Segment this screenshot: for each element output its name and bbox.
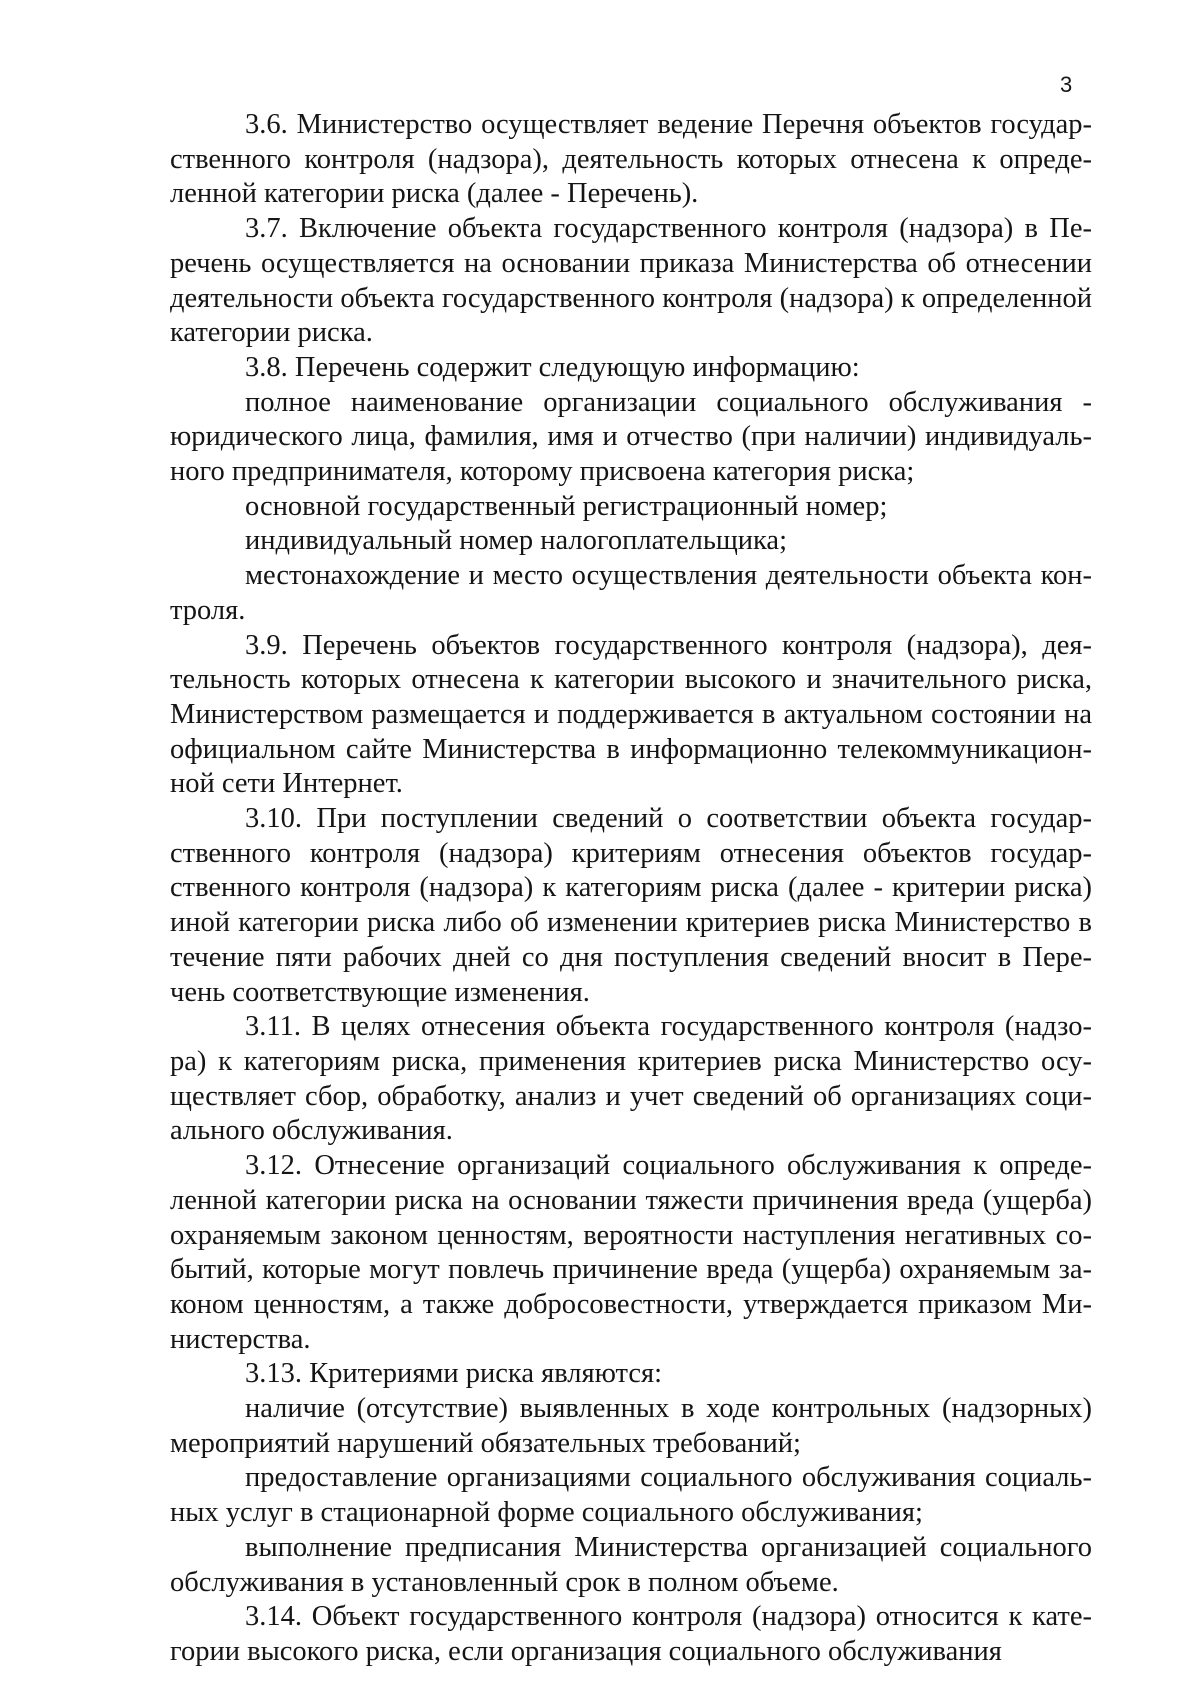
criterion-order-execution: выполнение предписания Министерства организацией социального обслуживания в установленный срок в полном объеме. xyxy=(170,1531,1092,1598)
paragraph-3-6: 3.6. Министерство осуществляет ведение Перечня объектов государственного контроля (надзора), деятельность которых отнесена к определенной категории риска (далее - Перечень). xyxy=(170,109,1092,210)
criterion-violations: наличие (отсутствие) выявленных в ходе контрольных (надзорных) мероприятий нарушений обязательных требований; xyxy=(170,1393,1092,1459)
paragraph-3-13: 3.13. Критериями риска являются: xyxy=(245,1358,663,1390)
paragraph-3-7: 3.7. Включение объекта государственного контроля (надзора) в Перечень осуществляется на основании приказа Министерства об отнесении деятельности объекта государственного контроля (надзора) к определенной категории риска. xyxy=(170,213,1092,349)
list-item-location: местонахождение и место осуществления деятельности объекта контроля. xyxy=(170,560,1092,626)
paragraph-3-14: 3.14. Объект государственного контроля (надзора) относится к категории высокого риска, если организация социального обслуживания xyxy=(170,1601,1092,1667)
criterion-inpatient-services: предоставление организациями социального обслуживания социальных услуг в стационарной форме социального обслуживания; xyxy=(170,1462,1092,1529)
paragraph-3-10: 3.10. При поступлении сведений о соответствии объекта государственного контроля (надзора) критериям отнесения объектов государственного контроля (надзора) к категориям риска (далее - критерии риска) иной категории риска либо об изменении критериев риска Министерство в течение пяти рабочих дней со дня поступления сведений вносит в Перечень соответствующие изменения. xyxy=(170,803,1092,1008)
list-item-full-name: полное наименование организации социального обслуживания - юридического лица, фамилия, имя и отчество (при наличии) индивидуального предпринимателя, которому присвоена категория риска; xyxy=(170,386,1092,488)
page-number: 3 xyxy=(1060,72,1073,97)
list-item-ogrn: основной государственный регистрационный номер; xyxy=(245,490,888,522)
paragraph-3-11: 3.11. В целях отнесения объекта государственного контроля (надзора) к категориям риска, применения критериев риска Министерство осуществляет сбор, обработку, анализ и учет сведений об организациях социального обслуживания. xyxy=(170,1011,1092,1147)
list-item-inn: индивидуальный номер налогоплательщика; xyxy=(245,525,788,557)
document-body xyxy=(170,108,1092,1670)
paragraph-3-9: 3.9. Перечень объектов государственного контроля (надзора), деятельность которых отнесена к категории высокого и значительного риска, Министерством размещается и поддерживается в актуальном состоянии на официальном сайте Министерства в информационно телекоммуникационной сети Интернет. xyxy=(170,629,1092,800)
paragraph-3-12: 3.12. Отнесение организаций социального обслуживания к определенной категории риска на основании тяжести причинения вреда (ущерба) охраняемым законом ценностям, вероятности наступления негативных событий, которые могут повлечь причинение вреда (ущерба) охраняемым законом ценностям, а также добросовестности, утверждается приказом Министерства. xyxy=(170,1150,1092,1355)
paragraph-3-8: 3.8. Перечень содержит следующую информацию: xyxy=(245,351,860,383)
